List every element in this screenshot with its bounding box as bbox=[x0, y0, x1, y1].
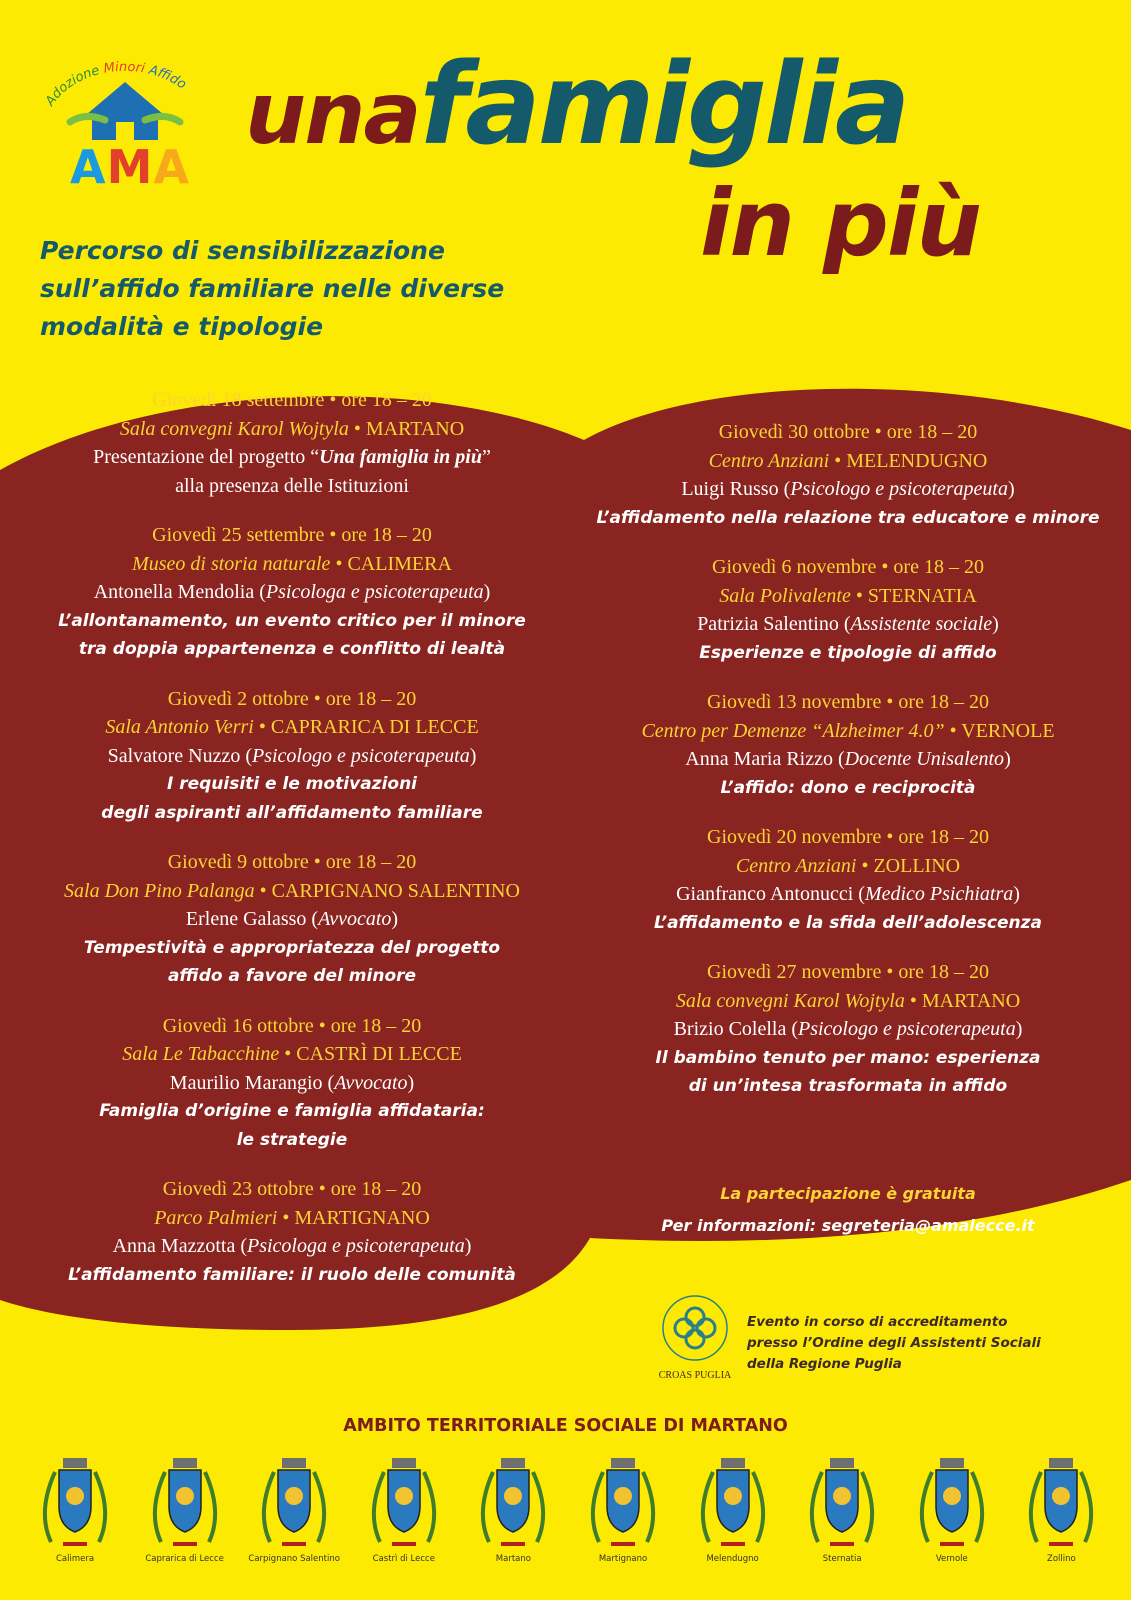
event-town: • CARPIGNANO SALENTINO bbox=[254, 879, 520, 902]
main-title-line1 bbox=[245, 40, 907, 170]
speaker-close: ) bbox=[1007, 478, 1015, 500]
event-topic: degli aspiranti all’affidamento familiare bbox=[101, 802, 483, 823]
event-date: Giovedì 23 ottobre • ore 18 – 20 bbox=[162, 1178, 422, 1200]
municipality-name: Zollino bbox=[1047, 1554, 1076, 1564]
event-place bbox=[0, 713, 584, 742]
municipality-name: Calimera bbox=[55, 1554, 95, 1564]
event-town: • CALIMERA bbox=[330, 552, 452, 575]
speaker-close: ) bbox=[464, 1235, 472, 1257]
speaker-role: Psicologo e psicoterapeuta bbox=[798, 1018, 1016, 1040]
event-topic: L’affido: dono e reciprocità bbox=[720, 777, 976, 798]
event-place bbox=[578, 447, 1118, 476]
event-item bbox=[578, 688, 1118, 802]
logo-arc-word-3: Affido bbox=[147, 62, 189, 93]
event-item bbox=[578, 418, 1118, 532]
municipality-name: Carpignano Salentino bbox=[248, 1554, 340, 1564]
speaker-close: ” bbox=[481, 446, 491, 468]
tree-crest-icon bbox=[697, 1452, 769, 1552]
title-famiglia: famiglia bbox=[419, 40, 908, 170]
events-left-column bbox=[0, 386, 584, 1310]
event-topic: L’affidamento familiare: il ruolo delle comunità bbox=[68, 1264, 516, 1285]
event-venue: Sala Polivalente bbox=[719, 584, 851, 607]
speaker-name: Salvatore Nuzzo ( bbox=[107, 744, 252, 767]
municipality-crest bbox=[349, 1452, 459, 1564]
speaker-close: ) bbox=[391, 908, 399, 930]
event-speaker bbox=[0, 905, 584, 934]
logo-arc-word-1: Adozione bbox=[42, 63, 102, 109]
subtitle-line: Percorso di sensibilizzazione bbox=[40, 236, 445, 265]
event-item bbox=[578, 958, 1118, 1101]
tree-crest-icon bbox=[916, 1452, 988, 1552]
speaker-close: ) bbox=[1015, 1018, 1023, 1040]
speaker-name: Erlene Galasso ( bbox=[185, 908, 319, 930]
goat-crest-icon bbox=[149, 1452, 221, 1552]
event-topic: le strategie bbox=[236, 1129, 348, 1150]
speaker-close: ) bbox=[1013, 883, 1020, 905]
event-item bbox=[0, 685, 584, 828]
subtitle-line: sull’affido familiare nelle diverse bbox=[40, 274, 505, 303]
animal-crest-icon bbox=[587, 1452, 659, 1552]
event-speaker bbox=[0, 443, 584, 472]
municipality-crests bbox=[20, 1452, 1116, 1580]
event-venue: Centro Anziani bbox=[735, 854, 857, 877]
speaker-role: Una famiglia in più bbox=[319, 446, 482, 468]
speaker-role: Assistente sociale bbox=[850, 613, 993, 635]
event-place bbox=[0, 877, 584, 906]
free-participation: La partecipazione è gratuita bbox=[720, 1184, 976, 1203]
sun-crest-icon bbox=[1025, 1452, 1097, 1552]
municipality-crest bbox=[458, 1452, 568, 1564]
event-place bbox=[578, 582, 1118, 611]
event-item bbox=[0, 1175, 584, 1289]
event-topic: Esperienze e tipologie di affido bbox=[699, 642, 997, 663]
main-title-line2: in più bbox=[700, 170, 980, 277]
event-date: Giovedì 9 ottobre • ore 18 – 20 bbox=[167, 851, 417, 873]
event-item bbox=[0, 386, 584, 500]
event-speaker bbox=[578, 745, 1118, 774]
event-date: Giovedì 18 settembre • ore 18 – 20 bbox=[152, 389, 432, 411]
event-venue: Sala Le Tabacchine bbox=[122, 1043, 280, 1065]
event-topic: L’affidamento nella relazione tra educatore e minore bbox=[596, 507, 1100, 528]
ama-logo-letters bbox=[70, 140, 190, 194]
sun-crest-icon bbox=[39, 1452, 111, 1552]
speaker-close: ) bbox=[1004, 748, 1011, 770]
speaker-name: Gianfranco Antonucci ( bbox=[676, 883, 865, 905]
speaker-close: ) bbox=[483, 581, 491, 603]
municipality-crest bbox=[130, 1452, 240, 1564]
speaker-close: ) bbox=[992, 613, 999, 635]
tree-crest-icon bbox=[368, 1452, 440, 1552]
speaker-close: ) bbox=[469, 744, 477, 767]
event-topic: L’allontanamento, un evento critico per il minore bbox=[58, 610, 526, 631]
event-speaker bbox=[0, 742, 584, 771]
event-venue: Centro Anziani bbox=[708, 449, 830, 472]
event-town: • MARTIGNANO bbox=[277, 1206, 430, 1229]
event-speaker bbox=[0, 1069, 584, 1098]
speaker-name: Antonella Mendolia ( bbox=[93, 581, 266, 603]
municipality-crest bbox=[787, 1452, 897, 1564]
croas-label: CROAS PUGLIA bbox=[658, 1370, 732, 1381]
event-place bbox=[0, 550, 584, 579]
speaker-role: Avvocato bbox=[334, 1071, 408, 1094]
event-date: Giovedì 27 novembre • ore 18 – 20 bbox=[707, 961, 989, 983]
speaker-role: Psicologo e psicoterapeuta bbox=[790, 478, 1008, 500]
municipality-crest bbox=[897, 1452, 1007, 1564]
speaker-role: Psicologa e psicoterapeuta bbox=[265, 581, 484, 603]
municipality-crest bbox=[1006, 1452, 1116, 1564]
shield-crest-icon bbox=[477, 1452, 549, 1552]
event-town: • CASTRÌ DI LECCE bbox=[279, 1043, 462, 1065]
accreditation-line: presso l’Ordine degli Assistenti Sociali bbox=[747, 1335, 1041, 1351]
municipality-crest bbox=[20, 1452, 130, 1564]
event-venue: Sala Don Pino Palanga bbox=[64, 879, 255, 902]
event-date: Giovedì 6 novembre • ore 18 – 20 bbox=[712, 556, 984, 578]
accreditation-line: della Regione Puglia bbox=[747, 1356, 902, 1372]
event-place bbox=[0, 1040, 584, 1069]
event-town: • ZOLLINO bbox=[856, 854, 961, 877]
event-venue: Centro per Demenze “Alzheimer 4.0” bbox=[641, 719, 945, 742]
event-item bbox=[0, 521, 584, 664]
speaker-name: Presentazione del progetto “ bbox=[93, 446, 320, 468]
speaker-role: Psicologa e psicoterapeuta bbox=[246, 1235, 465, 1257]
event-item bbox=[578, 823, 1118, 937]
tree-crest-icon bbox=[258, 1452, 330, 1552]
speaker-close: ) bbox=[407, 1071, 415, 1094]
event-speaker bbox=[578, 475, 1118, 504]
events-right-column bbox=[578, 418, 1118, 1122]
municipality-name: Caprarica di Lecce bbox=[145, 1554, 224, 1564]
event-place bbox=[0, 1204, 584, 1233]
event-speaker bbox=[0, 578, 584, 607]
municipality-name: Vernole bbox=[935, 1554, 968, 1564]
horn-crest-icon bbox=[806, 1452, 878, 1552]
event-venue: Museo di storia naturale bbox=[132, 552, 331, 575]
event-town: • VERNOLE bbox=[944, 719, 1055, 742]
event-speaker bbox=[0, 1232, 584, 1261]
event-item bbox=[0, 848, 584, 991]
event-item bbox=[0, 1012, 584, 1155]
municipality-name: Martignano bbox=[598, 1554, 648, 1564]
event-date: Giovedì 13 novembre • ore 18 – 20 bbox=[707, 691, 989, 713]
speaker-name: Luigi Russo ( bbox=[681, 478, 791, 500]
event-town: • MARTANO bbox=[348, 417, 465, 440]
event-item bbox=[578, 553, 1118, 667]
contact-info[interactable]: Per informazioni: segreteria@amalecce.it bbox=[661, 1216, 1035, 1235]
event-speaker bbox=[578, 610, 1118, 639]
event-topic: Tempestività e appropriatezza del progetto bbox=[83, 937, 501, 958]
event-town: • CAPRARICA DI LECCE bbox=[253, 716, 479, 738]
event-topic: di un’intesa trasformata in affido bbox=[688, 1076, 1008, 1096]
municipality-name: Castrì di Lecce bbox=[372, 1554, 435, 1564]
speaker-name: Maurilio Marangio ( bbox=[169, 1071, 335, 1094]
event-topic: L’affidamento e la sfida dell’adolescenza bbox=[654, 912, 1042, 933]
event-topic: Il bambino tenuto per mano: esperienza bbox=[655, 1047, 1041, 1068]
event-place bbox=[578, 987, 1118, 1016]
municipality-crest bbox=[568, 1452, 678, 1564]
event-topic: Famiglia d’origine e famiglia affidataria: bbox=[99, 1101, 485, 1121]
logo-letter-a1: A bbox=[70, 140, 107, 194]
speaker-role: Avvocato bbox=[318, 908, 392, 930]
event-venue: Sala convegni Karol Wojtyla bbox=[119, 417, 349, 440]
speaker-name: Anna Maria Rizzo ( bbox=[685, 748, 845, 770]
event-town: • MARTANO bbox=[904, 989, 1021, 1012]
event-date: Giovedì 30 ottobre • ore 18 – 20 bbox=[718, 421, 978, 443]
event-speaker bbox=[578, 1015, 1118, 1044]
event-town: • MELENDUGNO bbox=[829, 449, 988, 472]
subtitle bbox=[40, 232, 660, 346]
accreditation-text bbox=[747, 1312, 1107, 1375]
event-topic: tra doppia appartenenza e conflitto di lealtà bbox=[78, 639, 506, 659]
event-place bbox=[578, 717, 1118, 746]
speaker-name: Anna Mazzotta ( bbox=[112, 1235, 247, 1257]
speaker-name: Brizio Colella ( bbox=[673, 1018, 798, 1040]
speaker-role: Docente Unisalento bbox=[844, 748, 1005, 770]
logo-letter-a2: A bbox=[153, 140, 190, 194]
event-date: Giovedì 2 ottobre • ore 18 – 20 bbox=[167, 687, 417, 710]
logo-letter-m: M bbox=[106, 140, 154, 194]
event-town: • STERNATIA bbox=[850, 584, 977, 607]
event-venue: Sala convegni Karol Wojtyla bbox=[675, 989, 905, 1012]
event-place bbox=[0, 415, 584, 444]
event-date: Giovedì 25 settembre • ore 18 – 20 bbox=[152, 524, 432, 546]
knot-icon bbox=[660, 1293, 730, 1363]
event-topic: I requisiti e le motivazioni bbox=[166, 774, 418, 794]
subtitle-line: modalità e tipologie bbox=[40, 312, 324, 341]
municipality-crest bbox=[239, 1452, 349, 1564]
house-hands-icon bbox=[40, 50, 210, 150]
croas-logo bbox=[655, 1293, 735, 1393]
ambito-title: AMBITO TERRITORIALE SOCIALE DI MARTANO bbox=[343, 1416, 788, 1436]
event-topic: affido a favore del minore bbox=[167, 966, 417, 986]
accreditation-line: Evento in corso di accreditamento bbox=[747, 1314, 1008, 1330]
logo-arc-word-2: Minori bbox=[102, 59, 146, 77]
municipality-name: Melendugno bbox=[706, 1554, 759, 1564]
event-venue: Sala Antonio Verri bbox=[105, 716, 254, 738]
info-block bbox=[578, 1178, 1118, 1242]
municipality-crest bbox=[678, 1452, 788, 1564]
event-venue: Parco Palmieri bbox=[154, 1206, 278, 1229]
speaker-role: Medico Psichiatra bbox=[864, 883, 1014, 905]
event-place bbox=[578, 852, 1118, 881]
municipality-name: Martano bbox=[495, 1554, 531, 1564]
event-date: Giovedì 20 novembre • ore 18 – 20 bbox=[707, 826, 989, 848]
title-una: una bbox=[245, 64, 420, 164]
event-topic: alla presenza delle Istituzioni bbox=[175, 474, 409, 497]
municipality-name: Sternatia bbox=[822, 1554, 862, 1564]
speaker-name: Patrizia Salentino ( bbox=[697, 613, 851, 635]
event-speaker bbox=[578, 880, 1118, 909]
event-date: Giovedì 16 ottobre • ore 18 – 20 bbox=[162, 1014, 422, 1037]
speaker-role: Psicologo e psicoterapeuta bbox=[251, 744, 470, 767]
